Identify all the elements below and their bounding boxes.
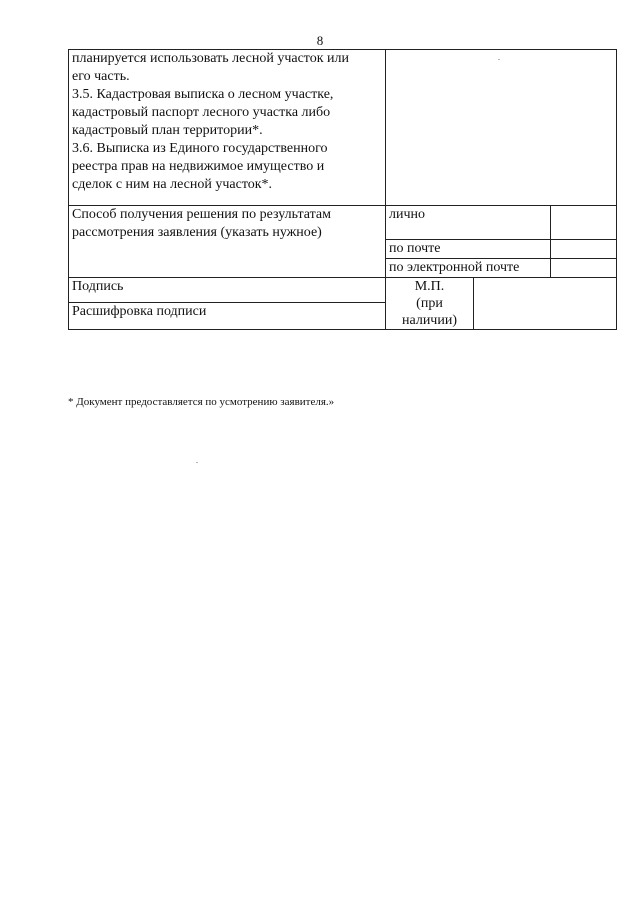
scan-speck [498, 59, 500, 60]
documents-line: кадастровый паспорт лесного участка либо [72, 105, 331, 120]
documents-line: 3.5. Кадастровая выписка о лесном участке, [72, 87, 334, 102]
application-form-table [68, 49, 617, 330]
stamp-cell [386, 278, 474, 330]
documents-line: реестра прав на недвижимое имущество и [72, 159, 325, 174]
documents-line: его часть. [72, 69, 130, 84]
method-checkbox-personal[interactable] [551, 206, 617, 240]
signature-label: Подпись [69, 278, 386, 303]
method-option-personal: лично [386, 206, 551, 240]
documents-list-cell [69, 50, 386, 206]
stamp-line: (при [416, 296, 443, 311]
stamp-line: наличии) [402, 313, 457, 328]
documents-line: кадастровый план территории*. [72, 123, 263, 138]
method-row-personal [69, 206, 617, 240]
method-checkbox-mail[interactable] [551, 240, 617, 259]
method-checkbox-email[interactable] [551, 259, 617, 278]
method-label: Способ получения решения по результатам рассмотрения заявления (указать нужное) [69, 206, 386, 278]
method-option-mail: по почте [386, 240, 551, 259]
footnote: * Документ предоставляется по усмотрению заявителя.» [68, 396, 335, 408]
documents-row [69, 50, 617, 206]
signature-decoding-label: Расшифровка подписи [69, 303, 386, 330]
scan-speck [196, 462, 198, 463]
documents-line: планируется использовать лесной участок или [72, 51, 349, 66]
documents-line: сделок с ним на лесной участок*. [72, 177, 273, 192]
method-option-email: по электронной почте [386, 259, 551, 278]
signature-field[interactable] [474, 278, 617, 330]
documents-line: 3.6. Выписка из Единого государственного [72, 141, 328, 156]
page-number: 8 [316, 33, 324, 48]
documents-mark-cell[interactable] [386, 50, 617, 206]
stamp-line: М.П. [414, 279, 445, 294]
signature-row [69, 278, 617, 303]
